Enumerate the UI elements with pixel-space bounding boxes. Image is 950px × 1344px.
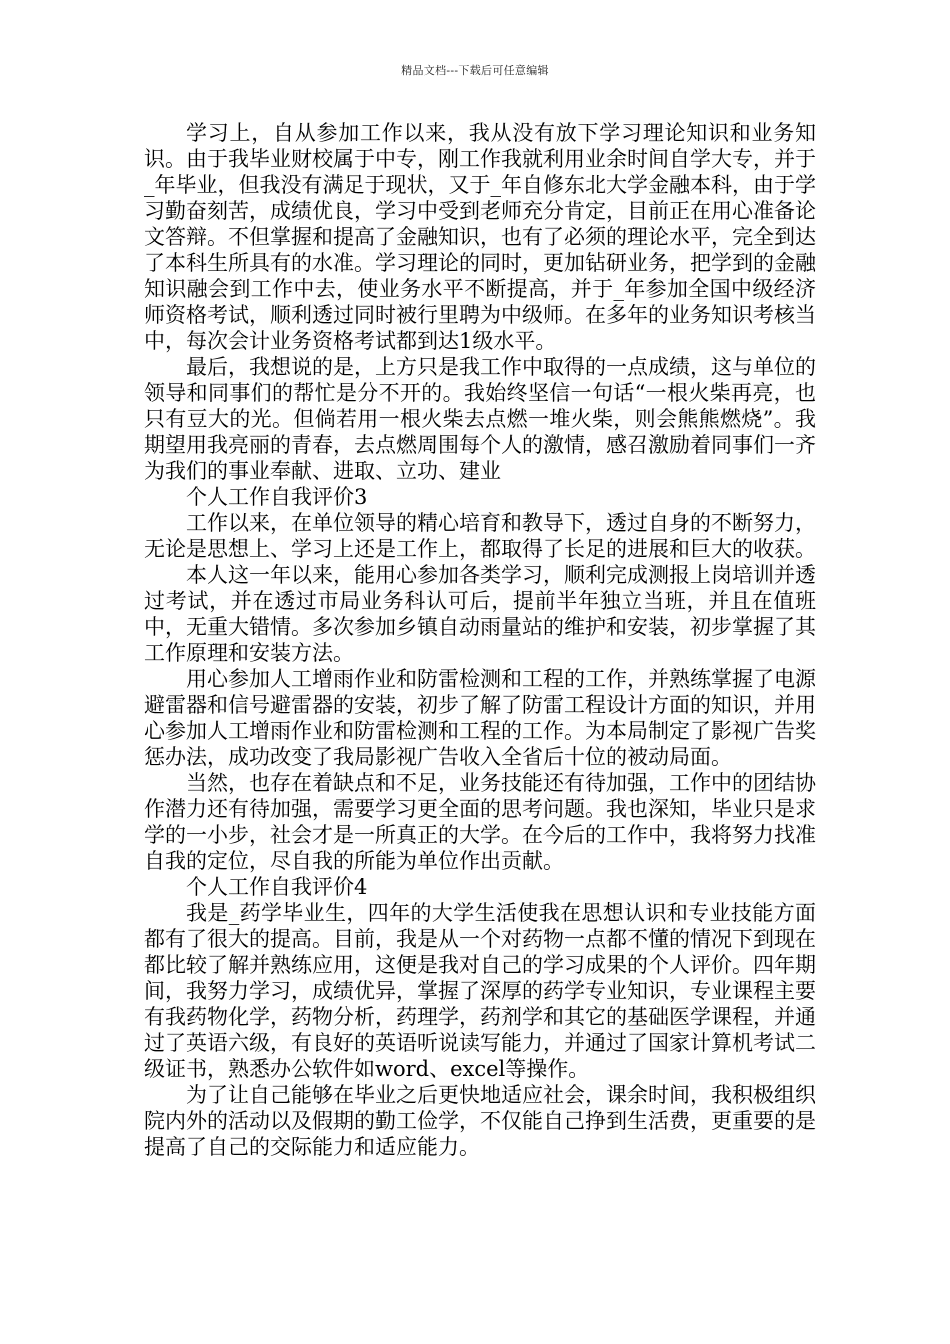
- page-header: 精品文档---下载后可任意编辑: [401, 64, 549, 77]
- paragraph-shortcomings: 当然，也存在着缺点和不足，业务技能还有待加强，工作中的团结协作潜力还有待加强，需要学习更全面的思考问题。我也深知，毕业只是求学的一小步，社会才是一所真正的大学。在今后的工作中，我将努力找准自我的定位，尽自我的所能为单位作出贡献。: [144, 771, 816, 873]
- paragraph-training: 本人这一年以来，能用心参加各类学习，顺利完成测报上岗培训并透过考试，并在透过市局业务科认可后，提前半年独立当班，并且在值班中，无重大错情。多次参加乡镇自动雨量站的维护和安装，初步掌握了其工作原理和安装方法。: [144, 563, 816, 665]
- paragraph-lightning: 用心参加人工增雨作业和防雷检测和工程的工作，并熟练掌握了电源避雷器和信号避雷器的安装，初步了解了防雷工程设计方面的知识，并用心参加人工增雨作业和防雷检测和工程的工作。为本局制定了影视广告奖惩办法，成功改变了我局影视广告收入全省后十位的被动局面。: [144, 667, 816, 769]
- paragraph-activities: 为了让自己能够在毕业之后更快地适应社会，课余时间，我积极组织院内外的活动以及假期的勤工俭学，不仅能自己挣到生活费，更重要的是提高了自己的交际能力和适应能力。: [144, 1083, 816, 1159]
- section-heading-3: 个人工作自我评价3: [186, 485, 368, 509]
- section-heading-4: 个人工作自我评价4: [186, 875, 368, 899]
- paragraph-intro-3: 工作以来，在单位领导的精心培育和教导下，透过自身的不断努力，无论是思想上、学习上还是工作上，都取得了长足的进展和巨大的收获。: [144, 511, 816, 561]
- paragraph-conclusion: 最后，我想说的是，上方只是我工作中取得的一点成绩，这与单位的领导和同事们的帮忙是分不开的。我始终坚信一句话“一根火柴再亮，也只有豆大的光。但倘若用一根火柴去点燃一堆火柴，则会熊熊燃烧”。我期望用我亮丽的青春，去点燃周围每个人的激情，感召激励着同事们一齐为我们的事业奉献、进取、立功、建业: [144, 355, 816, 483]
- document-body: [144, 120, 816, 1160]
- paragraph-study: 学习上，自从参加工作以来，我从没有放下学习理论知识和业务知识。由于我毕业财校属于中专，刚工作我就利用业余时间自学大专，并于_年毕业，但我没有满足于现状，又于_年自修东北大学金融本科，由于学习勤奋刻苦，成绩优良，学习中受到老师充分肯定，目前正在用心准备论文答辩。不但掌握和提高了金融知识，也有了必须的理论水平，完全到达了本科生所具有的水准。学习理论的同时，更加钻研业务，把学到的金融知识融会到工作中去，使业务水平不断提高，并于_年参加全国中级经济师资格考试，顺利透过同时被行里聘为中级师。在多年的业务知识考核当中，每次会计业务资格考试都到达1级水平。: [144, 121, 816, 353]
- paragraph-pharmacy: 我是_药学毕业生，四年的大学生活使我在思想认识和专业技能方面都有了很大的提高。目前，我是从一个对药物一点都不懂的情况下到现在都比较了解并熟练应用，这便是我对自己的学习成果的个人评价。四年期间，我努力学习，成绩优异，掌握了深厚的药学专业知识，专业课程主要有我药物化学，药物分析，药理学，药剂学和其它的基础医学课程，并通过了英语六级，有良好的英语听说读写能力，并通过了国家计算机考试二级证书，熟悉办公软件如word、excel等操作。: [144, 901, 816, 1081]
